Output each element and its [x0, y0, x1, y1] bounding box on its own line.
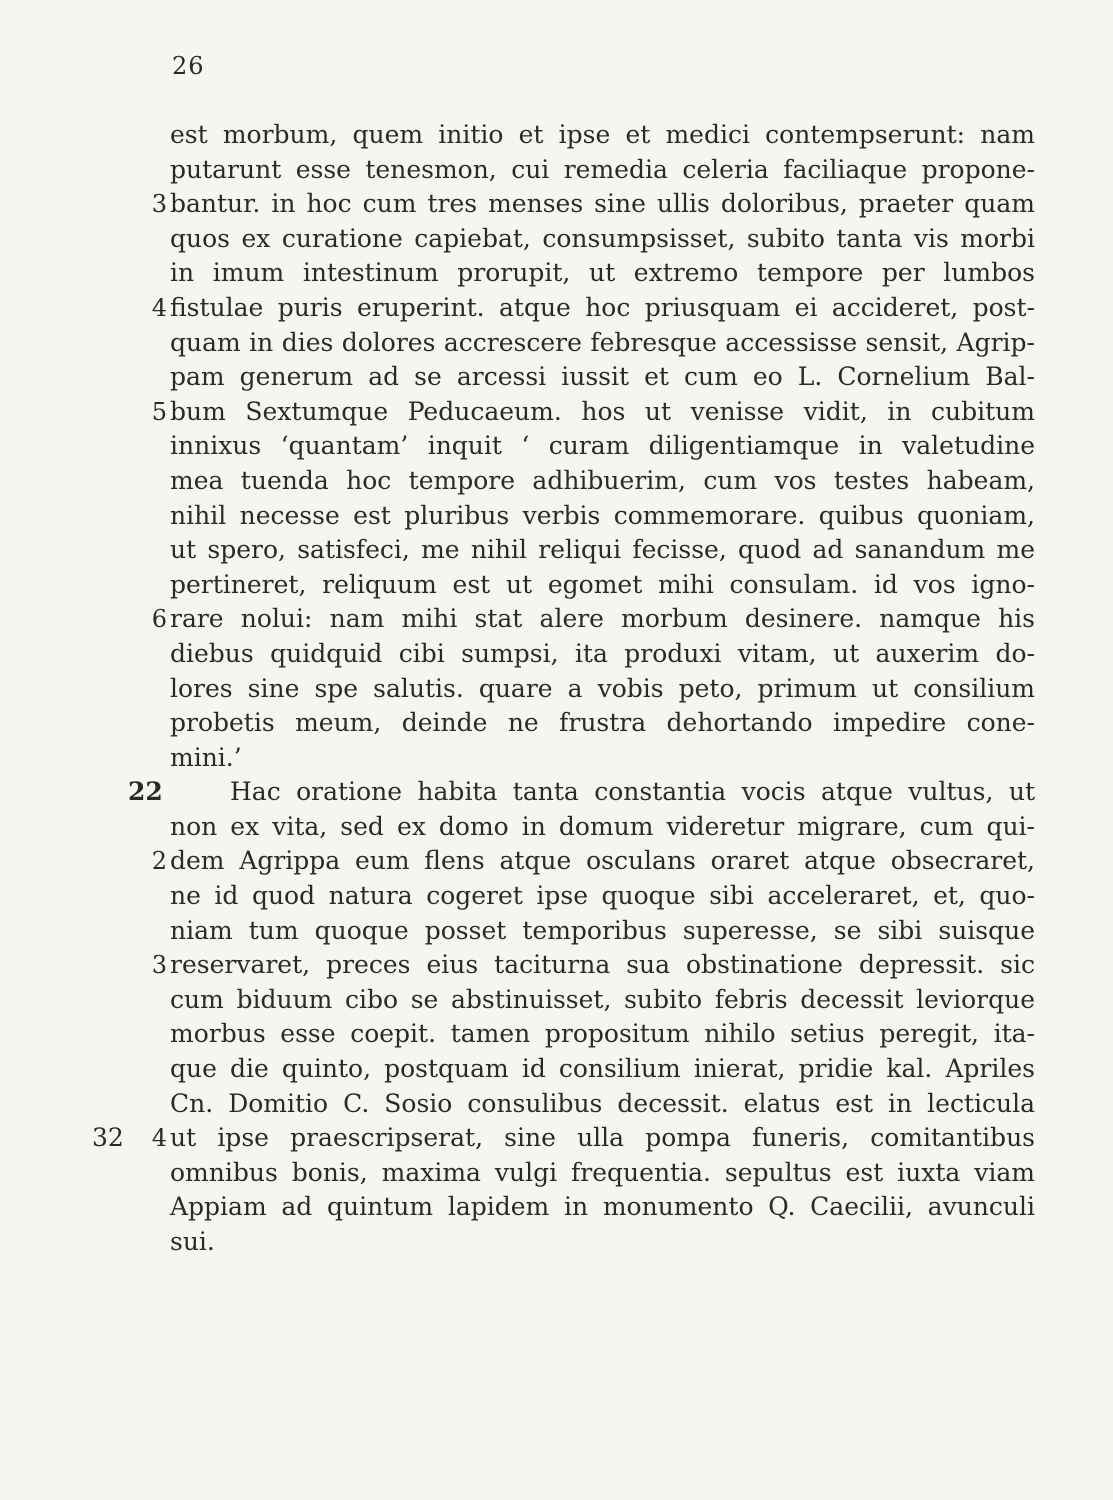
line-text: sui. — [170, 1227, 215, 1256]
line-text: lores sine spe salutis. quare a vobis peto, primum ut consilium — [170, 673, 1035, 703]
text-line — [0, 1190, 1113, 1225]
line-text: ut ipse praescripserat, sine ulla pompa funeris, comitantibus — [170, 1123, 1035, 1153]
line-text: mini.’ — [170, 742, 242, 772]
text-line — [0, 637, 1113, 672]
line-text: quos ex curatione capiebat, consumpsisset, subito tanta vis morbi — [170, 223, 1035, 253]
line-text: niam tum quoque posset temporibus superesse, se sibi suisque — [170, 915, 1035, 945]
reference-number: 32 — [92, 1123, 124, 1153]
text-line — [0, 1087, 1113, 1122]
line-text: reservaret, preces eius taciturna sua obstinatione depressit. sic — [170, 950, 1035, 980]
line-text: Hac oratione habita tanta constantia vocis atque vultus, ut — [230, 777, 1035, 807]
page-number: 26 — [172, 52, 205, 80]
line-text: est morbum, quem initio et ipse et medici contempserunt: nam — [170, 120, 1035, 149]
text-line — [0, 256, 1113, 291]
section-number: 4 — [151, 1124, 167, 1153]
line-text: bantur. in hoc cum tres menses sine ullis doloribus, praeter quam — [170, 189, 1035, 219]
latin-text-body — [0, 118, 1113, 1260]
text-line — [0, 222, 1113, 257]
line-text: probetis meum, deinde ne frustra dehortando impedire cone- — [170, 708, 1035, 738]
chapter-number: 22 — [128, 777, 163, 807]
text-line — [0, 395, 1113, 430]
text-line — [0, 844, 1113, 879]
line-text: omnibus bonis, maxima vulgi frequentia. sepultus est iuxta viam — [170, 1157, 1035, 1187]
text-line — [0, 1225, 1113, 1260]
text-line — [0, 602, 1113, 637]
section-number: 4 — [151, 293, 167, 322]
text-line — [0, 291, 1113, 326]
text-line — [0, 499, 1113, 534]
section-number: 5 — [151, 397, 167, 426]
line-text: cum biduum cibo se abstinuisset, subito febris decessit leviorque — [170, 984, 1035, 1014]
line-text: ut spero, satisfeci, me nihil reliqui fecisse, quod ad sanandum me — [170, 535, 1035, 565]
text-line — [0, 1121, 1113, 1156]
line-text: putarunt esse tenesmon, cui remedia celeria faciliaque propone- — [170, 154, 1035, 184]
text-line — [0, 948, 1113, 983]
line-text: quam in dies dolores accrescere febresque accessisse sensit, Agrip- — [170, 327, 1035, 357]
line-text: Appiam ad quintum lapidem in monumento Q. Caecilii, avunculi — [170, 1192, 1035, 1222]
text-line — [0, 810, 1113, 845]
line-text: rare nolui: nam mihi stat alere morbum desinere. namque his — [170, 604, 1035, 634]
line-text: pertineret, reliquum est ut egomet mihi consulam. id vos igno- — [170, 569, 1035, 599]
text-line — [0, 1017, 1113, 1052]
line-text: ne id quod natura cogeret ipse quoque sibi acceleraret, et, quo- — [170, 881, 1035, 911]
text-line — [0, 741, 1113, 776]
line-text: innixus ‘quantam’ inquit ‘ curam diligentiamque in valetudine — [170, 431, 1035, 461]
text-line — [0, 187, 1113, 222]
line-text: diebus quidquid cibi sumpsi, ita produxi vitam, ut auxerim do- — [170, 638, 1035, 668]
text-line — [0, 1156, 1113, 1191]
line-text: mea tuenda hoc tempore adhibuerim, cum vos testes habeam, — [170, 465, 1035, 495]
text-line — [0, 1052, 1113, 1087]
text-line — [0, 464, 1113, 499]
line-text: que die quinto, postquam id consilium inierat, pridie kal. Apriles — [170, 1054, 1035, 1084]
text-line — [0, 914, 1113, 949]
text-line — [0, 326, 1113, 361]
text-line — [0, 568, 1113, 603]
section-number: 3 — [151, 951, 167, 980]
text-line — [0, 153, 1113, 188]
line-text: in imum intestinum prorupit, ut extremo tempore per lumbos — [170, 258, 1035, 288]
section-number: 6 — [151, 605, 167, 634]
line-text: pam generum ad se arcessi iussit et cum eo L. Cornelium Bal- — [170, 362, 1035, 392]
line-text: fistulae puris eruperint. atque hoc priusquam ei accideret, post- — [170, 292, 1035, 322]
text-line — [0, 118, 1113, 153]
line-text: morbus esse coepit. tamen propositum nihilo setius peregit, ita- — [170, 1019, 1035, 1049]
text-line — [0, 983, 1113, 1018]
line-text: Cn. Domitio C. Sosio consulibus decessit. elatus est in lecticula — [170, 1088, 1035, 1118]
section-number: 2 — [151, 847, 167, 876]
line-text: bum Sextumque Peducaeum. hos ut venisse vidit, in cubitum — [170, 396, 1035, 426]
text-line — [0, 429, 1113, 464]
text-line — [0, 533, 1113, 568]
text-line — [0, 672, 1113, 707]
text-line — [0, 360, 1113, 395]
line-text: nihil necesse est pluribus verbis commemorare. quibus quoniam, — [170, 500, 1035, 530]
text-line — [0, 879, 1113, 914]
line-text: dem Agrippa eum flens atque osculans oraret atque obsecraret, — [170, 846, 1035, 876]
section-number: 3 — [151, 190, 167, 219]
text-line — [0, 706, 1113, 741]
text-line — [0, 775, 1113, 810]
line-text: non ex vita, sed ex domo in domum videretur migrare, cum qui- — [170, 811, 1035, 841]
